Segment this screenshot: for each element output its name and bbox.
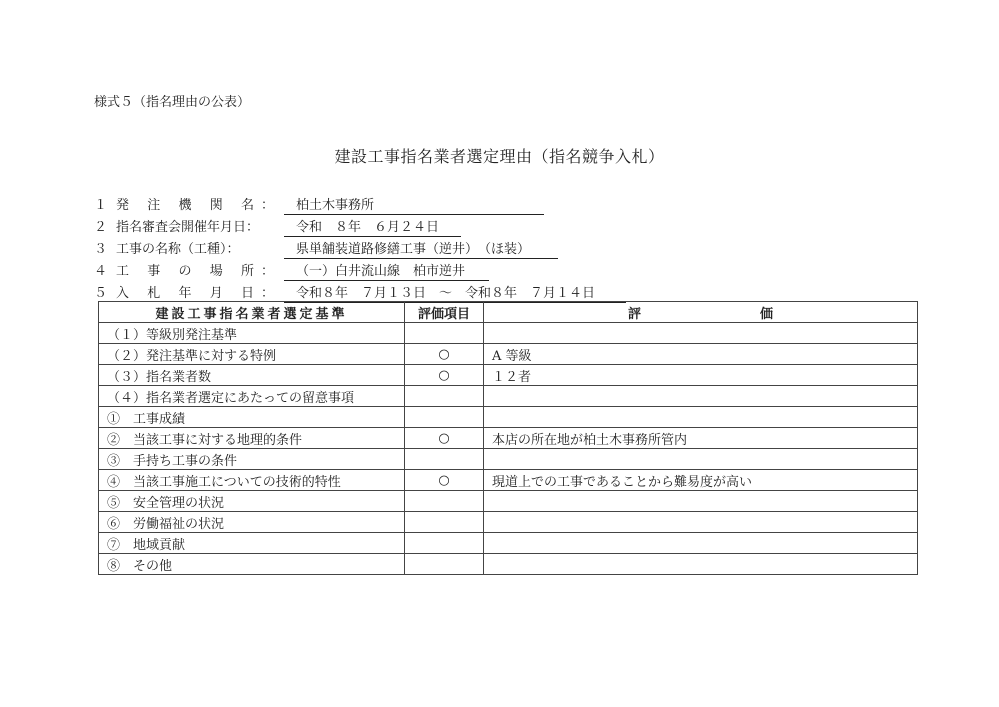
evaluation-cell: １２者 [484, 365, 918, 386]
info-value: 柏土木事務所 [284, 197, 544, 215]
mark-cell [405, 323, 484, 344]
table-row [99, 449, 918, 470]
info-number: ５ [94, 286, 108, 301]
evaluation-cell: 現道上での工事であることから難易度が高い [484, 470, 918, 491]
header-evaluation [484, 302, 918, 323]
info-number: ２ [94, 220, 108, 235]
table-row [99, 470, 918, 491]
evaluation-cell [484, 491, 918, 512]
info-label: 工 事 の 場 所： [116, 264, 274, 279]
evaluation-cell: 本店の所在地が柏土木事務所管内 [484, 428, 918, 449]
table-row [99, 512, 918, 533]
info-row [94, 261, 626, 283]
table-header-row [99, 302, 918, 323]
header-item: 評価項目 [405, 302, 484, 323]
criteria-cell: ① 工事成績 [99, 407, 405, 428]
info-value: 県単舗装道路修繕工事（逆井） （ほ装） [284, 241, 558, 259]
mark-cell: ○ [405, 470, 484, 491]
criteria-cell: （３）指名業者数 [99, 365, 405, 386]
document-title: 建設工事指名業者選定理由（指名競争入札） [334, 147, 665, 166]
criteria-cell: ⑤ 安全管理の状況 [99, 491, 405, 512]
header-criteria: 建設工事指名業者選定基準 [99, 302, 405, 323]
info-row [94, 239, 626, 261]
table-row [99, 323, 918, 344]
info-label: 発 注 機 関 名： [116, 198, 274, 213]
criteria-cell: ⑦ 地域貢献 [99, 533, 405, 554]
info-number: ３ [94, 242, 108, 257]
table-row [99, 407, 918, 428]
table-row [99, 428, 918, 449]
info-value: （一）白井流山線 柏市逆井 [284, 263, 489, 281]
table-row [99, 554, 918, 575]
criteria-cell: ④ 当該工事施工についての技術的特性 [99, 470, 405, 491]
evaluation-cell [484, 449, 918, 470]
criteria-cell: ⑥ 労働福祉の状況 [99, 512, 405, 533]
criteria-table [98, 301, 918, 575]
mark-cell [405, 533, 484, 554]
mark-cell: ○ [405, 344, 484, 365]
table-row [99, 386, 918, 407]
criteria-cell: ⑧ その他 [99, 554, 405, 575]
form-label: 様式５（指名理由の公表） [94, 95, 251, 110]
mark-cell [405, 491, 484, 512]
mark-cell [405, 554, 484, 575]
mark-cell [405, 449, 484, 470]
mark-cell [405, 407, 484, 428]
info-label: 指名審査会開催年月日： [116, 220, 260, 235]
evaluation-cell: A 等級 [484, 344, 918, 365]
criteria-cell: ③ 手持ち工事の条件 [99, 449, 405, 470]
info-row [94, 195, 626, 217]
table-row [99, 365, 918, 386]
mark-cell [405, 386, 484, 407]
evaluation-cell [484, 323, 918, 344]
info-number: ４ [94, 264, 108, 279]
evaluation-cell [484, 386, 918, 407]
info-label: 入 札 年 月 日： [116, 286, 274, 301]
mark-cell [405, 512, 484, 533]
criteria-cell: （４）指名業者選定にあたっての留意事項 [99, 386, 405, 407]
evaluation-cell [484, 512, 918, 533]
info-row [94, 217, 626, 239]
mark-cell: ○ [405, 428, 484, 449]
info-value: 令和 ８年 ６月２４日 [284, 219, 461, 237]
info-list [94, 195, 626, 305]
table-row [99, 344, 918, 365]
info-label: 工事の名称（工種）： [116, 242, 240, 257]
evaluation-cell [484, 407, 918, 428]
table-row [99, 533, 918, 554]
info-number: １ [94, 198, 108, 213]
evaluation-cell [484, 533, 918, 554]
mark-cell: ○ [405, 365, 484, 386]
info-value: 令和８年 ７月１３日 ～ 令和８年 ７月１４日 [284, 285, 626, 303]
header-evaluation-right: 価 [760, 306, 774, 322]
criteria-cell: ② 当該工事に対する地理的条件 [99, 428, 405, 449]
criteria-cell: （１）等級別発注基準 [99, 323, 405, 344]
table-row [99, 491, 918, 512]
criteria-cell: （２）発注基準に対する特例 [99, 344, 405, 365]
evaluation-cell [484, 554, 918, 575]
header-evaluation-left: 評 [627, 306, 641, 322]
